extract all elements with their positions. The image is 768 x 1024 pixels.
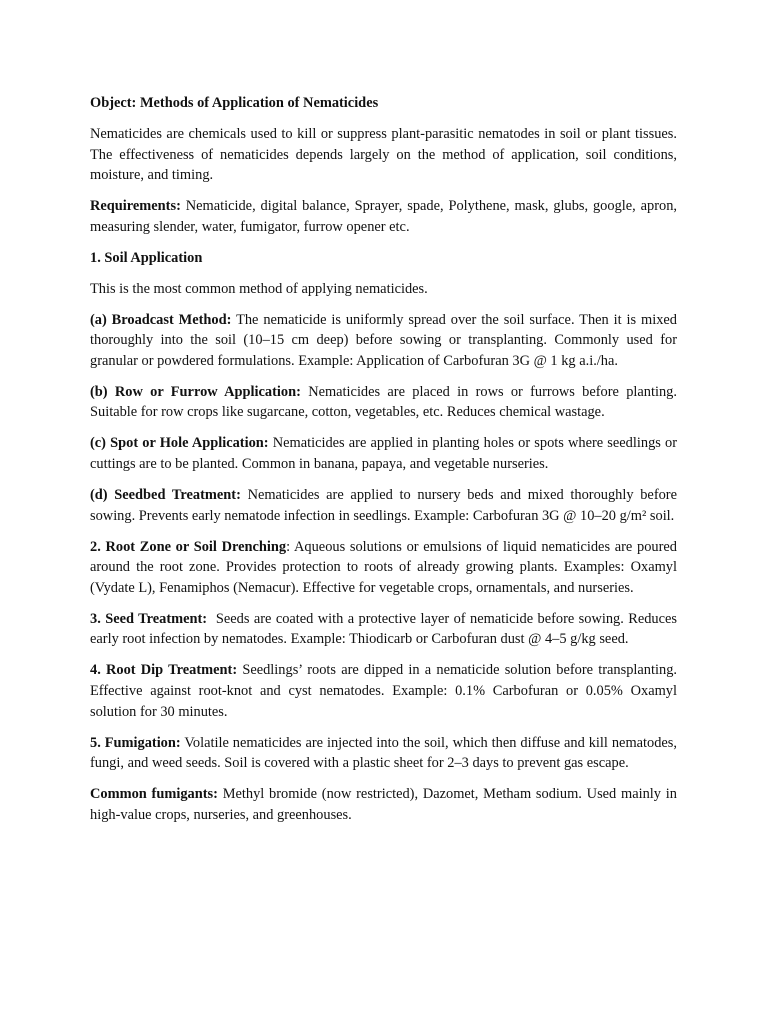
spot-hole-paragraph	[90, 433, 677, 474]
soil-application-heading: 1. Soil Application	[90, 249, 203, 266]
row-furrow-text: Nematicides are placed in rows or furrows before planting. Suitable for row crops like sugarcane, cotton, vegetables, etc. Reduces chemical wastage.	[90, 383, 677, 421]
fumigation-text: Volatile nematicides are injected into the soil, which then diffuse and kill nematodes, fungi, and weed seeds. Soil is covered with a plastic sheet for 2–3 days to prevent gas escape.	[90, 734, 677, 772]
seedbed-treatment-text: Nematicides are applied to nursery beds and mixed thoroughly before sowing. Prevents early nematode infection in seedlings. Example: Carbofuran 3G @ 10–20 g/m² soil.	[90, 487, 677, 524]
document-title: Object: Methods of Application of Nematicides	[90, 95, 379, 111]
root-zone-drenching-label: 2. Root Zone or Soil Drenching	[90, 538, 287, 555]
spot-hole-label: (c) Spot or Hole Application:	[90, 435, 269, 452]
requirements-label: Requirements:	[90, 198, 181, 215]
broadcast-method-label: (a) Broadcast Method:	[90, 311, 232, 328]
fumigation-paragraph	[90, 733, 677, 774]
requirements-paragraph	[90, 196, 677, 237]
seed-treatment-text: Seeds are coated with a protective layer of nematicide before sowing. Reduces early root infection by nematodes. Example: Thiodicarb or Carbofuran dust @ 4–5 g/kg seed.	[90, 610, 681, 648]
intro-paragraph: Nematicides are chemicals used to kill or suppress plant-parasitic nematodes in soil or plant tissues. The effectiveness of nematicides depends largely on the method of application, soil conditions, moisture, and timing.	[90, 125, 677, 184]
common-fumigants-label: Common fumigants:	[90, 786, 218, 803]
spot-hole-text: Nematicides are applied in planting holes or spots where seedlings or cuttings are to be planted. Common in banana, papaya, and vegetable nurseries.	[90, 435, 677, 473]
seed-treatment-paragraph	[90, 609, 681, 650]
common-fumigants-paragraph	[90, 784, 677, 825]
root-dip-paragraph	[90, 660, 677, 722]
row-furrow-label: (b) Row or Furrow Application:	[90, 383, 301, 400]
fumigation-label: 5. Fumigation:	[90, 734, 181, 751]
root-dip-text: Seedlings’ roots are dipped in a nematicide solution before transplanting. Effective against root-knot and cyst nematodes. Example: 0.1% Carbofuran or 0.05% Oxamyl solution for 30 minutes.	[90, 662, 677, 720]
seedbed-treatment-label: (d) Seedbed Treatment:	[90, 487, 241, 504]
root-zone-drenching-paragraph	[90, 537, 677, 599]
requirements-text: Nematicide, digital balance, Sprayer, spade, Polythene, mask, glubs, google, apron, measuring slender, water, fumigator, furrow opener etc.	[90, 198, 677, 235]
common-fumigants-text: Methyl bromide (now restricted), Dazomet, Metham sodium. Used mainly in high-value crops, nurseries, and greenhouses.	[90, 786, 677, 823]
broadcast-method-text: The nematicide is uniformly spread over the soil surface. Then it is mixed thoroughly into the soil (10–15 cm deep) before sowing or transplanting. Commonly used for granular or powdered formulations. Example: Application of Carbofuran 3G @ 1 kg a.i./ha.	[90, 311, 678, 369]
soil-application-intro: This is the most common method of applying nematicides.	[90, 280, 428, 297]
seed-treatment-label: 3. Seed Treatment:	[90, 610, 208, 627]
root-dip-label: 4. Root Dip Treatment:	[90, 662, 238, 679]
row-furrow-paragraph	[90, 382, 677, 423]
seedbed-treatment-paragraph	[90, 485, 677, 526]
root-zone-drenching-text: : Aqueous solutions or emulsions of liquid nematicides are poured around the root zone. Provides protection to roots of already growing plants. Examples: Oxamyl (Vydate L), Fenamiphos (Nemacur). Effective for vegetable crops, ornamentals, and nurseries.	[90, 538, 677, 596]
broadcast-method-paragraph	[90, 310, 677, 372]
document-page	[90, 93, 681, 836]
